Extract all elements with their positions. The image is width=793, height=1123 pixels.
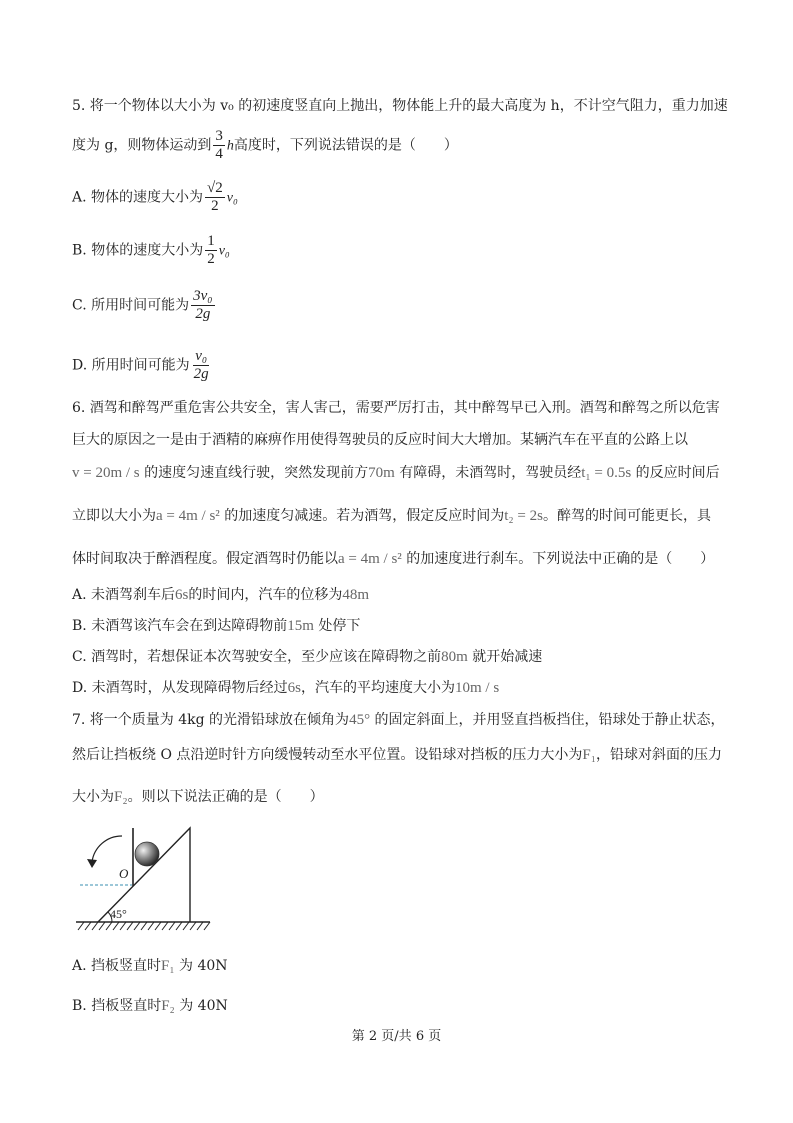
fraction-numerator: v₀ — [195, 348, 208, 364]
option-text: 为 40N — [174, 998, 228, 1014]
q6-text: 的加速度匀减速。若为酒驾，假定反应时间为 — [219, 508, 505, 524]
q6-stem-line1: 6. 酒驾和醉驾严重危害公共安全，害人害己，需要严厉打击，其中醉驾早已入刑。酒驾和醉驾之所以危害 — [72, 400, 720, 416]
q6-option-d[interactable] — [72, 678, 499, 698]
option-variable: v₀ — [218, 243, 230, 259]
q7-option-b[interactable] — [72, 996, 228, 1016]
q6-stem-line4 — [72, 506, 711, 526]
q6-option-c[interactable] — [72, 647, 542, 667]
ground-hatching — [78, 922, 210, 930]
option-label: B. 挡板竖直时 — [72, 998, 162, 1014]
math-expression: t₂ = 2s — [504, 508, 543, 524]
option-label: B. 未酒驾该汽车会在到达障碍物前 — [72, 618, 288, 634]
q6-text: 的反应时间后 — [631, 465, 720, 481]
q5-option-d[interactable] — [72, 348, 213, 383]
fraction-denominator: 2 — [207, 251, 215, 267]
q6-option-a[interactable] — [72, 585, 369, 605]
q6-text: 的速度匀速直线行驶，突然发现前方 — [139, 465, 369, 481]
q5-variable: h — [226, 138, 234, 154]
q6-option-b[interactable] — [72, 616, 360, 636]
option-label: A. 挡板竖直时 — [72, 958, 162, 974]
rotation-arrow — [92, 836, 122, 862]
q5-option-b[interactable] — [72, 233, 230, 268]
option-label: A. 物体的速度大小为 — [72, 189, 204, 206]
q7-text: 大小为 — [72, 789, 114, 805]
math-expression: t₁ = 0.5s — [581, 465, 632, 481]
math-expression: a = 4m / s² — [156, 508, 220, 524]
angle-label: 45° — [110, 907, 127, 921]
q6-stem-line2: 巨大的原因之一是由于酒精的麻痹作用使得驾驶员的反应时间大大增加。某辆汽车在平直的公路上以 — [72, 432, 688, 448]
math-expression: F₁ — [161, 958, 175, 974]
option-label: D. 未酒驾时，从发现障碍物后经过 — [72, 680, 288, 696]
q5-stem-line2 — [72, 128, 458, 163]
fraction-denominator: 2g — [193, 366, 209, 382]
q7-option-a[interactable] — [72, 956, 228, 976]
math-expression: F₁ — [582, 747, 596, 763]
q5-option-a[interactable] — [72, 180, 238, 215]
option-text: 处停下 — [313, 618, 361, 634]
lead-ball — [135, 842, 159, 866]
arrow-head-icon — [87, 859, 97, 868]
option-label: A. 未酒驾刹车后 — [72, 587, 176, 603]
option-text: 为 40N — [174, 958, 228, 974]
math-expression: 15m — [287, 618, 314, 634]
math-expression: 80m — [441, 649, 468, 665]
q7-stem-line1 — [72, 710, 725, 730]
q7-text: 的固定斜面上，并用竖直挡板挡住，铅球处于静止状态， — [370, 712, 725, 728]
math-expression: a = 4m / s² — [338, 551, 402, 567]
option-fraction — [205, 180, 225, 215]
option-variable: v₀ — [226, 190, 238, 206]
q7-text: 7. 将一个质量为 4kg 的光滑铅球放在倾角为 — [72, 712, 350, 728]
q7-text: ，铅球对斜面的压力 — [595, 747, 722, 763]
option-fraction — [191, 288, 214, 323]
q6-stem-line5 — [72, 549, 714, 569]
math-expression: v = 20m / s — [72, 465, 140, 481]
fraction-numerator: 3 — [215, 128, 223, 144]
q6-text: 立即以大小为 — [72, 508, 156, 524]
option-fraction — [205, 233, 217, 268]
fraction-numerator: √2 — [207, 180, 223, 196]
math-expression: F₂ — [114, 789, 128, 805]
option-fraction — [192, 348, 211, 383]
q7-text: 。则以下说法正确的是（ ） — [127, 789, 324, 805]
option-text: ，汽车的平均速度大小为 — [300, 680, 455, 696]
math-expression: 45° — [349, 712, 371, 728]
q5-text: 度为 g，则物体运动到 — [72, 137, 212, 154]
q5-fraction — [213, 128, 225, 163]
q5-option-c[interactable] — [72, 288, 217, 323]
q6-text: 的加速度进行刹车。下列说法中正确的是（ ） — [401, 551, 715, 567]
fraction-denominator: 2g — [195, 306, 211, 322]
fraction-denominator: 2 — [211, 198, 219, 214]
page-footer: 第 2 页/共 6 页 — [351, 1029, 442, 1044]
option-label: C. 酒驾时，若想保证本次驾驶安全，至少应该在障碍物之前 — [72, 649, 442, 665]
math-expression: F₂ — [161, 998, 175, 1014]
q5-stem-line1: 5. 将一个物体以大小为 v₀ 的初速度竖直向上抛出，物体能上升的最大高度为 h，不计空气阻力，重力加速 — [72, 98, 728, 114]
q6-stem-line3 — [72, 463, 720, 483]
option-label: C. 所用时间可能为 — [72, 297, 190, 314]
math-expression: 70m — [368, 465, 395, 481]
option-label: B. 物体的速度大小为 — [72, 242, 204, 259]
q6-text: 。醉驾的时间可能更长，具 — [542, 508, 711, 524]
option-text: 就开始减速 — [467, 649, 543, 665]
q5-text: 高度时，下列说法错误的是（ ） — [233, 137, 458, 154]
fraction-denominator: 4 — [215, 146, 223, 162]
q6-text: 体时间取决于醉酒程度。假定酒驾时仍能以 — [72, 551, 338, 567]
incline-figure — [70, 822, 220, 934]
pivot-label-o: O — [119, 866, 129, 881]
math-expression: 48m — [342, 587, 370, 603]
math-expression: 6s — [287, 680, 301, 696]
q6-text: 有障碍，未酒驾时，驾驶员经 — [394, 465, 582, 481]
option-label: D. 所用时间可能为 — [72, 357, 190, 374]
fraction-numerator: 3v₀ — [193, 288, 213, 304]
fraction-numerator: 1 — [207, 233, 215, 249]
q7-text: 然后让挡板绕 O 点沿逆时针方向缓慢转动至水平位置。设铅球对挡板的压力大小为 — [72, 747, 583, 763]
math-expression: 6s — [175, 587, 189, 603]
math-expression: 10m / s — [454, 680, 500, 696]
q7-stem-line3 — [72, 787, 324, 807]
option-text: 的时间内，汽车的位移为 — [188, 587, 343, 603]
q7-stem-line2 — [72, 745, 722, 765]
